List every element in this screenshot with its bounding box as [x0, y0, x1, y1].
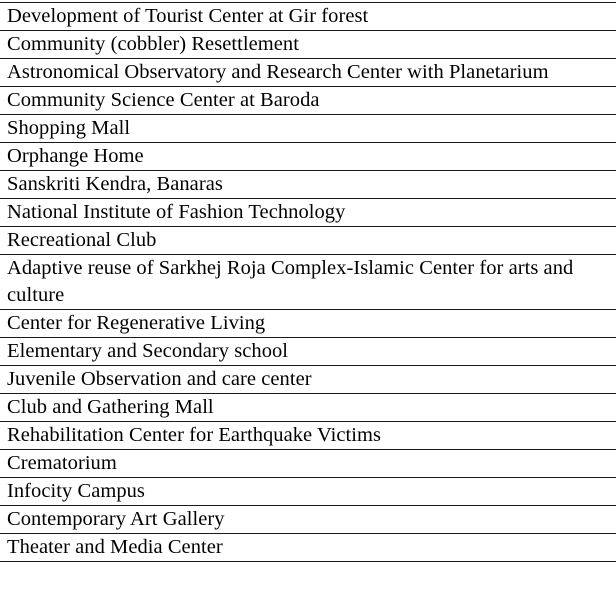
table-cell: Recreational Club: [0, 227, 616, 255]
table-row: [0, 394, 616, 422]
table-row: [0, 31, 616, 59]
table-row: [0, 227, 616, 255]
table-row: [0, 450, 616, 478]
table-row: [0, 143, 616, 171]
table-cell: Juvenile Observation and care center: [0, 366, 616, 394]
table-cell: Community Science Center at Baroda: [0, 87, 616, 115]
table-row: [0, 310, 616, 338]
table-row: [0, 534, 616, 562]
table-cell: National Institute of Fashion Technology: [0, 199, 616, 227]
table-row: [0, 478, 616, 506]
table-cell: Adaptive reuse of Sarkhej Roja Complex-Islamic Center for arts and culture: [0, 255, 616, 310]
table-cell: Rehabilitation Center for Earthquake Victims: [0, 422, 616, 450]
table-cell: Club and Gathering Mall: [0, 394, 616, 422]
table-row: [0, 338, 616, 366]
table-row: [0, 255, 616, 310]
table-cell: Astronomical Observatory and Research Center with Planetarium: [0, 59, 616, 87]
table-cell: Theater and Media Center: [0, 534, 616, 562]
table-cell: Infocity Campus: [0, 478, 616, 506]
table-cell: Shopping Mall: [0, 115, 616, 143]
table-cell: Orphange Home: [0, 143, 616, 171]
table-row: [0, 199, 616, 227]
table-row: [0, 171, 616, 199]
table-row: [0, 59, 616, 87]
table-row: [0, 422, 616, 450]
table-cell: Crematorium: [0, 450, 616, 478]
table-cell: Center for Regenerative Living: [0, 310, 616, 338]
table-cell: Development of Tourist Center at Gir forest: [0, 3, 616, 31]
table-row: [0, 506, 616, 534]
table-cell: Sanskriti Kendra, Banaras: [0, 171, 616, 199]
table-row: [0, 366, 616, 394]
table-cell: Elementary and Secondary school: [0, 338, 616, 366]
table-row: [0, 87, 616, 115]
table-row: [0, 3, 616, 31]
table-cell: Contemporary Art Gallery: [0, 506, 616, 534]
table-cell: Community (cobbler) Resettlement: [0, 31, 616, 59]
table-row: [0, 115, 616, 143]
